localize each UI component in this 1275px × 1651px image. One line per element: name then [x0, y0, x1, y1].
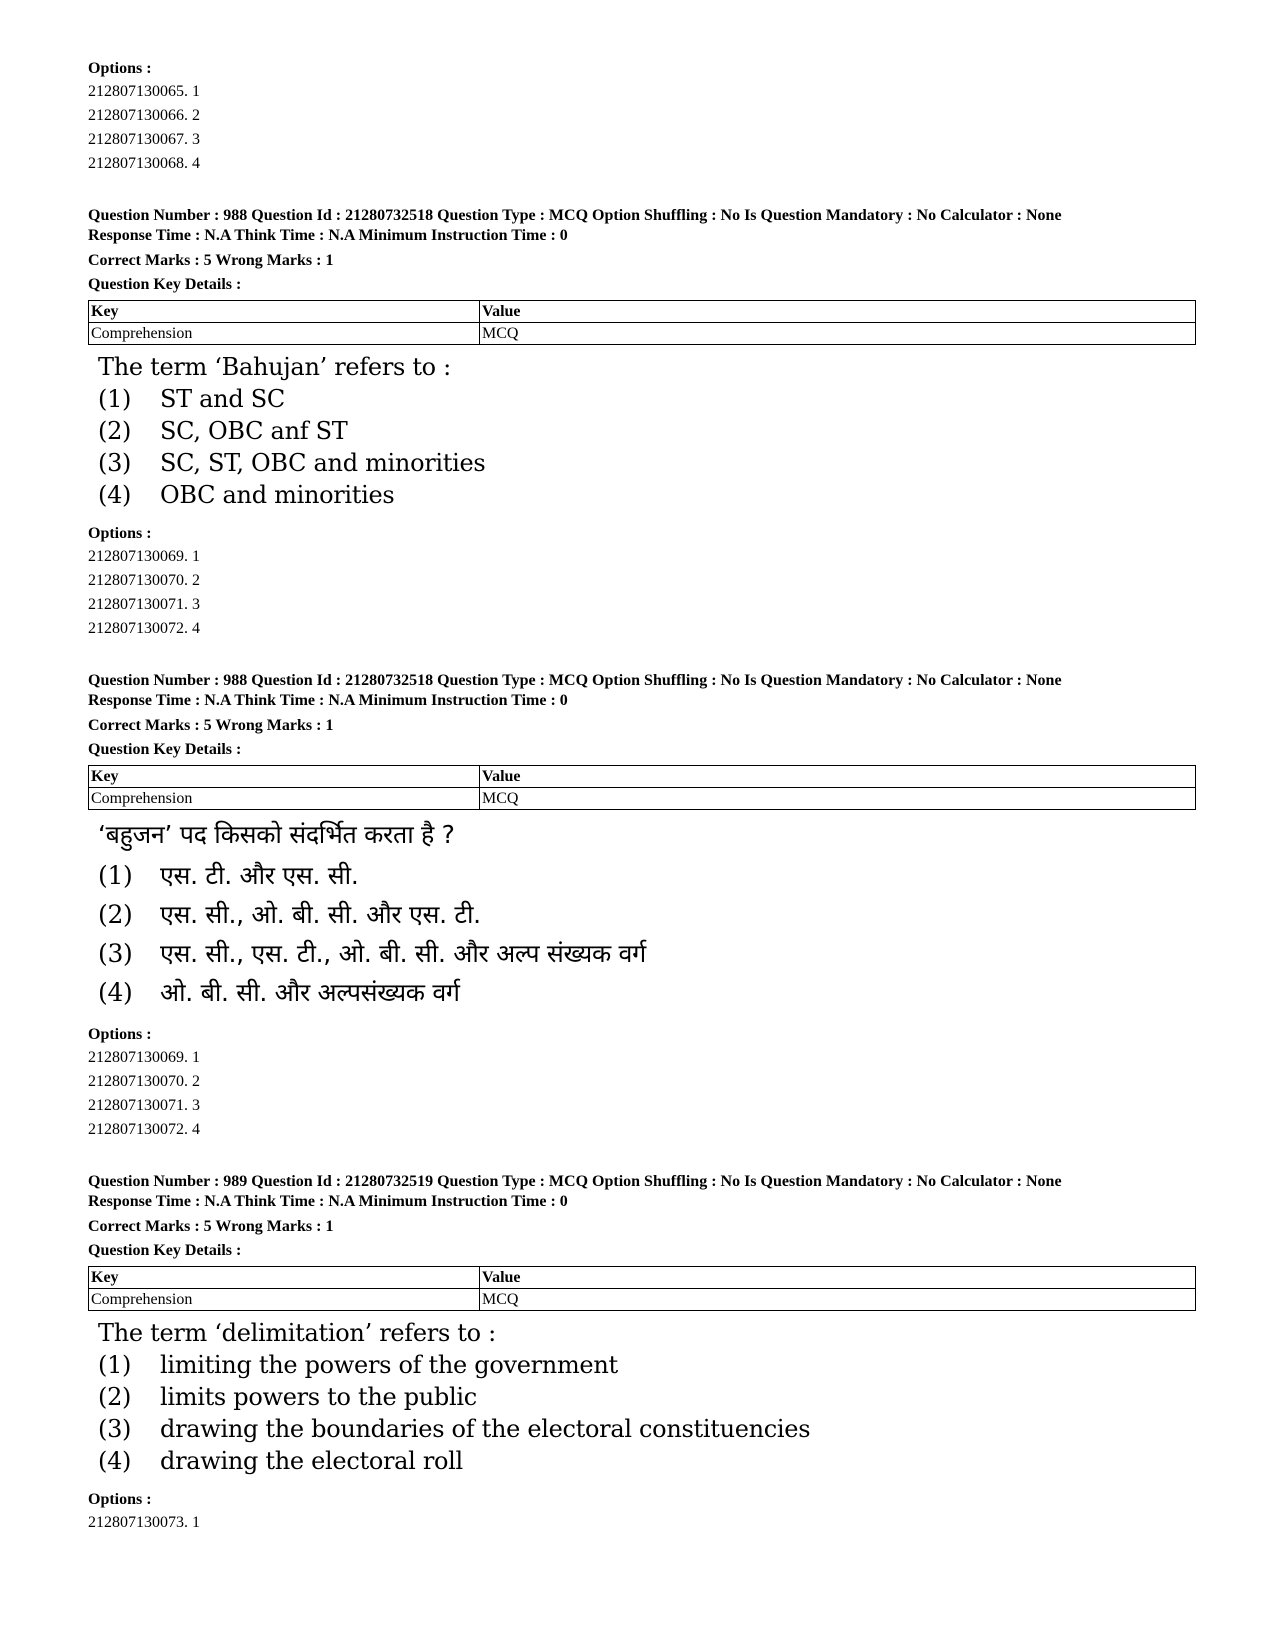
question-marks: Correct Marks : 5 Wrong Marks : 1	[88, 1218, 334, 1235]
option-line: 212807130070. 2	[88, 1073, 200, 1090]
question-stem: The term ‘delimitation’ refers to :	[98, 1319, 496, 1347]
table-header-key: Key	[89, 301, 480, 323]
choice-text: एस. टी. और एस. सी.	[160, 861, 359, 890]
table-header-key: Key	[89, 1267, 480, 1289]
options-block-previous	[88, 58, 1198, 176]
question-stem: ‘बहुजन’ पद किसको संदर्भित करता है ?	[98, 820, 455, 849]
answer-choice	[98, 1349, 1198, 1381]
choice-number: (2)	[98, 1383, 132, 1411]
question-timing-line: Response Time : N.A Think Time : N.A Minimum Instruction Time : 0	[88, 1193, 568, 1210]
choice-number: (2)	[98, 417, 132, 445]
question-marks: Correct Marks : 5 Wrong Marks : 1	[88, 252, 334, 269]
question-timing-line: Response Time : N.A Think Time : N.A Minimum Instruction Time : 0	[88, 692, 568, 709]
table-header-value: Value	[480, 301, 1196, 323]
choice-number: (1)	[98, 861, 133, 890]
options-label: Options :	[88, 525, 152, 542]
choice-text: SC, OBC anf ST	[160, 417, 348, 445]
table-cell-key: Comprehension	[89, 788, 480, 810]
key-details-label: Question Key Details :	[88, 276, 242, 293]
answer-choice	[98, 856, 1198, 895]
choice-text: ST and SC	[160, 385, 285, 413]
choice-text: OBC and minorities	[160, 481, 395, 509]
answer-choice	[98, 415, 1198, 447]
options-label: Options :	[88, 60, 152, 77]
options-label: Options :	[88, 1026, 152, 1043]
choice-text: ओ. बी. सी. और अल्पसंख्यक वर्ग	[160, 978, 460, 1007]
question-marks: Correct Marks : 5 Wrong Marks : 1	[88, 717, 334, 734]
option-line: 212807130067. 3	[88, 131, 200, 148]
choice-number: (1)	[98, 1351, 132, 1379]
answer-choice	[98, 447, 1198, 479]
question-stem: The term ‘Bahujan’ refers to :	[98, 353, 451, 381]
choice-text: limiting the powers of the government	[160, 1351, 618, 1379]
choice-text: एस. सी., ओ. बी. सी. और एस. टी.	[160, 900, 481, 929]
option-line: 212807130069. 1	[88, 1049, 200, 1066]
key-details-label: Question Key Details :	[88, 1242, 242, 1259]
choice-text: limits powers to the public	[160, 1383, 477, 1411]
table-header-value: Value	[480, 766, 1196, 788]
table-header-key: Key	[89, 766, 480, 788]
question-meta-line: Question Number : 988 Question Id : 21280732518 Question Type : MCQ Option Shuffling : No Is Question Mandatory : No Calculator : None	[88, 207, 1062, 224]
table-cell-key: Comprehension	[89, 1289, 480, 1311]
option-line: 212807130065. 1	[88, 83, 200, 100]
choice-number: (2)	[98, 900, 133, 929]
key-details-table	[88, 300, 1196, 345]
options-block	[88, 523, 1198, 641]
answer-choice	[98, 934, 1198, 973]
option-line: 212807130073. 1	[88, 1514, 200, 1531]
answer-choice	[98, 895, 1198, 934]
question-meta-line: Question Number : 988 Question Id : 21280732518 Question Type : MCQ Option Shuffling : No Is Question Mandatory : No Calculator : None	[88, 672, 1062, 689]
options-block	[88, 1489, 1198, 1535]
answer-choice	[98, 1413, 1198, 1445]
answer-choice	[98, 383, 1198, 415]
table-cell-value: MCQ	[480, 1289, 1196, 1311]
question-text	[88, 351, 1198, 511]
option-line: 212807130068. 4	[88, 155, 200, 172]
option-line: 212807130072. 4	[88, 620, 200, 637]
option-line: 212807130070. 2	[88, 572, 200, 589]
answer-choice	[98, 1381, 1198, 1413]
question-text	[88, 816, 1198, 1012]
table-cell-value: MCQ	[480, 788, 1196, 810]
question-paper-page	[88, 58, 1198, 1565]
question-timing-line: Response Time : N.A Think Time : N.A Minimum Instruction Time : 0	[88, 227, 568, 244]
options-label: Options :	[88, 1491, 152, 1508]
choice-number: (1)	[98, 385, 132, 413]
table-cell-value: MCQ	[480, 323, 1196, 345]
option-line: 212807130066. 2	[88, 107, 200, 124]
choice-text: एस. सी., एस. टी., ओ. बी. सी. और अल्प संख्यक वर्ग	[160, 939, 646, 968]
choice-number: (4)	[98, 978, 133, 1007]
choice-number: (3)	[98, 449, 132, 477]
question-block-988-hi	[88, 671, 1198, 1142]
key-details-table	[88, 1266, 1196, 1311]
question-block-989-en	[88, 1172, 1198, 1535]
choice-text: SC, ST, OBC and minorities	[160, 449, 486, 477]
options-block	[88, 1024, 1198, 1142]
answer-choice	[98, 479, 1198, 511]
choice-text: drawing the boundaries of the electoral constituencies	[160, 1415, 811, 1443]
answer-choice	[98, 1445, 1198, 1477]
choice-number: (3)	[98, 1415, 132, 1443]
question-meta-line: Question Number : 989 Question Id : 21280732519 Question Type : MCQ Option Shuffling : No Is Question Mandatory : No Calculator : None	[88, 1173, 1062, 1190]
table-header-value: Value	[480, 1267, 1196, 1289]
option-line: 212807130072. 4	[88, 1121, 200, 1138]
option-line: 212807130071. 3	[88, 596, 200, 613]
key-details-label: Question Key Details :	[88, 741, 242, 758]
key-details-table	[88, 765, 1196, 810]
question-block-988-en	[88, 206, 1198, 641]
choice-number: (4)	[98, 1447, 132, 1475]
table-cell-key: Comprehension	[89, 323, 480, 345]
question-text	[88, 1317, 1198, 1477]
choice-number: (3)	[98, 939, 133, 968]
answer-choice	[98, 973, 1198, 1012]
option-line: 212807130071. 3	[88, 1097, 200, 1114]
choice-number: (4)	[98, 481, 132, 509]
option-line: 212807130069. 1	[88, 548, 200, 565]
choice-text: drawing the electoral roll	[160, 1447, 463, 1475]
